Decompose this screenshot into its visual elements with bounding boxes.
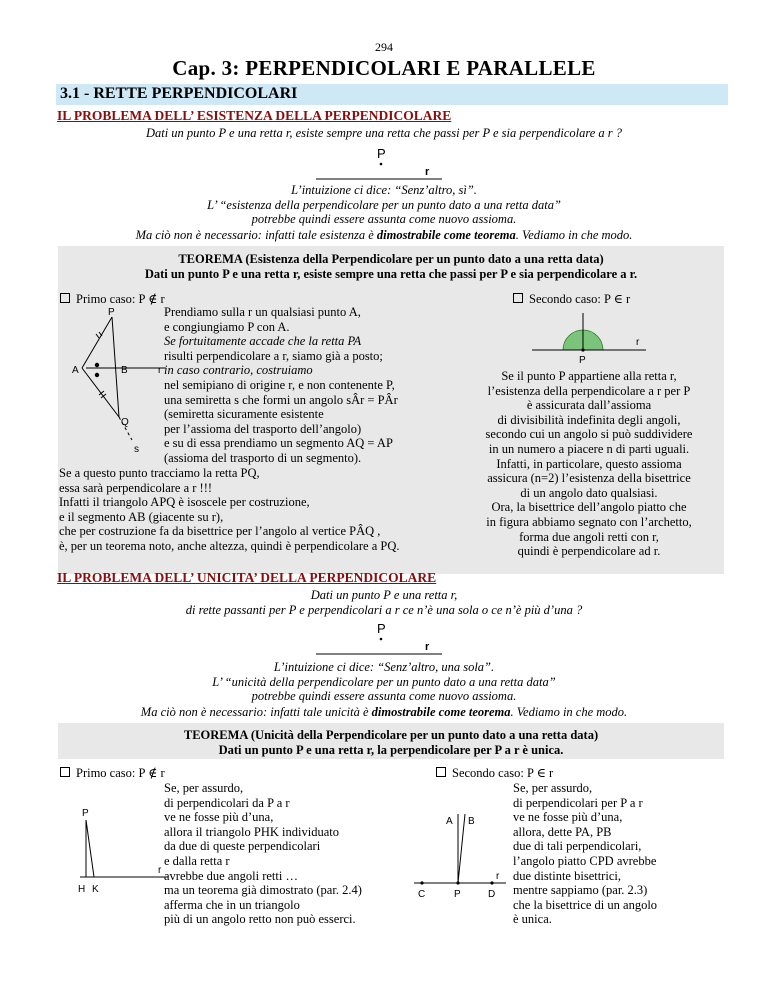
checkbox-icon (60, 293, 70, 303)
text-line: due di tali perpendicolari, (513, 839, 642, 854)
case-label: Secondo caso: P ∈ r (452, 766, 554, 780)
point-p (581, 348, 584, 351)
text-line: ve ne fosse più d’una, (513, 810, 623, 825)
text-line: secondo cui un angolo si può suddividere (485, 427, 693, 442)
angle-dot (95, 373, 99, 377)
uniqueness-question-line1: Dati un punto P e una retta r, (310, 588, 458, 602)
text-line: di perpendicolari per P a r (513, 795, 643, 810)
text-line: è unica. (513, 912, 552, 927)
perpendicular-pk (86, 820, 94, 877)
text-line: Se il punto P appartiene alla retta r, (501, 369, 677, 383)
text-line: avrebbe due angoli retti … (164, 868, 298, 883)
label-h: H (78, 884, 86, 895)
checkbox-icon (436, 767, 446, 777)
uniqueness-small-figure (310, 618, 450, 658)
label-p: P (579, 355, 586, 365)
intuition-line: L’intuizione ci dice: “Senz’altro, una sola”. (273, 660, 495, 674)
text-line: risulti perpendicolare a r, siamo già a posto; (164, 348, 383, 363)
text-line: Se fortuitamente accade che la retta PA (164, 334, 362, 349)
uniqueness-theorem-statement: Dati un punto P e una retta r, la perpendicolare per P a r è unica. (218, 743, 564, 757)
case-label: Secondo caso: P ∈ r (529, 292, 631, 306)
intuition-line: L’intuizione ci dice: “Senz’altro, sì”. (291, 183, 477, 197)
text-line: Infatti, in particolare, questo assioma (496, 456, 682, 471)
existence-case1-continuation (59, 466, 399, 554)
text-line: afferma che in un triangolo (164, 897, 300, 912)
text-line: per l’assioma del trasporto dell’angolo) (164, 421, 362, 436)
label-a: A (72, 365, 79, 376)
note-text: Ma ciò non è necessario: infatti tale esistenza è (135, 228, 377, 242)
uniqueness-case2-text (513, 781, 657, 927)
text-line: (semiretta sicuramente esistente (164, 407, 324, 422)
text-line: e dalla retta r (164, 853, 230, 868)
uniqueness-case1-label (60, 766, 165, 781)
text-line: e congiungiamo P con A. (164, 319, 290, 334)
fig-label-p: P (377, 146, 386, 161)
point-c (420, 881, 423, 884)
text-line: è assicurata dall’assioma (526, 398, 652, 413)
label-b: B (121, 365, 128, 376)
text-line: allora il triangolo PHK individuato (164, 824, 339, 839)
existence-small-figure (310, 143, 450, 183)
uniqueness-note (0, 705, 768, 720)
existence-question: Dati un punto P e una retta r, esiste sempre una retta che passi per P e sia perpendicolare a r ? (145, 126, 623, 140)
existence-figure-2 (530, 305, 650, 365)
label-r: r (496, 871, 500, 882)
label-d: D (488, 889, 496, 898)
text-line: quindi è perpendicolare ad r. (517, 544, 661, 559)
text-line: Ora, la bisettrice dell’angolo piatto che (491, 500, 687, 515)
existence-figure-1 (72, 305, 172, 470)
label-r: r (636, 337, 640, 348)
text-line: ma un teorema già dimostrato (par. 2.4) (164, 883, 362, 898)
chapter-title: Cap. 3: PERPENDICOLARI E PARALLELE (172, 56, 596, 80)
label-p: P (454, 889, 461, 898)
fig-label-r: r (425, 166, 430, 178)
note-bold: dimostrabile come teorema (371, 705, 511, 719)
label-p: P (82, 808, 89, 819)
intuition-line: potrebbe quindi essere assunta come nuovo assioma. (251, 689, 517, 704)
text-line: assicura (n=2) l’esistenza della bisettrice (487, 471, 691, 486)
uniqueness-theorem-title: TEOREMA (Unicità della Perpendicolare per un punto dato a una retta data) (183, 728, 599, 742)
text-line: Se, per assurdo, (513, 781, 593, 795)
text-line: (assioma del trasporto di un segmento). (164, 450, 362, 465)
existence-case1-text (164, 305, 398, 466)
fig-label-r: r (425, 641, 430, 653)
label-a: A (446, 816, 453, 827)
angle-dot (95, 363, 99, 367)
note-text: . Vediamo in che modo. (510, 705, 628, 719)
text-line: da due di queste perpendicolari (164, 839, 321, 854)
segment-pa (82, 317, 112, 368)
existence-note (0, 228, 768, 243)
point-p (380, 163, 383, 166)
note-text: Ma ciò non è necessario: infatti tale unicità è (140, 705, 372, 719)
text-line: in figura abbiamo segnato con l’archetto, (486, 514, 692, 529)
text-line: che per costruzione fa da bisettrice per l’angolo al vertice PÂQ , (59, 524, 381, 539)
text-line: nel semipiano di origine r, e non contenente P, (164, 377, 395, 392)
perpendicular-pb (458, 814, 465, 883)
point-p (380, 638, 383, 641)
point-p (456, 881, 459, 884)
label-s: s (134, 444, 139, 455)
checkbox-icon (513, 293, 523, 303)
label-q: Q (121, 417, 129, 428)
segment-pq (112, 317, 119, 417)
uniqueness-case1-text (164, 781, 362, 927)
text-line: due distinte bisettrici, (513, 868, 621, 883)
text-line: Se, per assurdo, (164, 781, 244, 795)
text-line: di divisibilità indefinita degli angoli, (497, 412, 681, 427)
text-line: essa sarà perpendicolare a r !!! (59, 480, 213, 495)
text-line: forma due angoli retti con r, (519, 529, 659, 544)
text-line: Infatti il triangolo APQ è isoscele per costruzione, (59, 495, 310, 510)
text-line: di un angolo dato qualsiasi. (520, 485, 658, 500)
section-title: 3.1 - RETTE PERPENDICOLARI (60, 85, 298, 102)
uniqueness-heading: IL PROBLEMA DELL’ UNICITA’ DELLA PERPENDICOLARE (57, 570, 437, 585)
label-c: C (418, 889, 426, 898)
text-line: in caso contrario, costruiamo (164, 363, 313, 378)
uniqueness-figure-2 (410, 798, 510, 898)
label-r: r (158, 865, 162, 876)
uniqueness-case2-label (436, 766, 553, 781)
text-line: Se a questo punto tracciamo la retta PQ, (59, 466, 260, 480)
existence-case2-text (460, 369, 718, 559)
segment-aq (82, 368, 119, 417)
label-r: r (158, 365, 162, 376)
text-line: una semiretta s che formi un angolo sÂr = PÂr (164, 392, 398, 407)
intuition-line: L’ “unicità della perpendicolare per un punto dato a una retta data” (212, 674, 556, 689)
note-text: . Vediamo in che modo. (515, 228, 633, 242)
label-p: P (108, 307, 115, 318)
note-bold: dimostrabile come teorema (376, 228, 516, 242)
uniqueness-figure-1 (72, 798, 172, 898)
text-line: in un numero a piacere n di parti uguali. (488, 441, 690, 456)
uniqueness-intuition (0, 660, 768, 704)
text-line: e il segmento AB (giacente su r), (59, 509, 224, 524)
point-d (490, 881, 493, 884)
existence-theorem-statement: Dati un punto P e una retta r, esiste sempre una retta che passi per P e sia perpendicolare a r. (144, 267, 638, 281)
text-line: l’esistenza della perpendicolare a r per P (487, 383, 691, 398)
text-line: di perpendicolari da P a r (164, 795, 290, 810)
label-k: K (92, 884, 99, 895)
text-line: allora, dette PA, PB (513, 824, 612, 839)
label-b: B (468, 816, 475, 827)
existence-intuition (0, 183, 768, 227)
text-line: ve ne fosse più d’una, (164, 810, 274, 825)
text-line: l’angolo piatto CPD avrebbe (513, 853, 657, 868)
case-label: Primo caso: P ∉ r (76, 766, 165, 780)
uniqueness-question-line2: di rette passanti per P e perpendicolari a r ce n’è una sola o ce n’è più d’una ? (185, 603, 583, 617)
text-line: mentre sappiamo (par. 2.3) (513, 883, 648, 898)
text-line: è, per un teorema noto, anche altezza, quindi è perpendicolare a PQ. (59, 538, 400, 553)
text-line: Prendiamo sulla r un qualsiasi punto A, (164, 305, 361, 319)
text-line: e su di essa prendiamo un segmento AQ = AP (164, 436, 393, 451)
text-line: che la bisettrice di un angolo (513, 897, 658, 912)
page-number: 294 (375, 40, 393, 54)
existence-heading: IL PROBLEMA DELL’ ESISTENZA DELLA PERPENDICOLARE (57, 108, 452, 123)
checkbox-icon (60, 767, 70, 777)
case-label: Primo caso: P ∉ r (76, 292, 165, 306)
intuition-line: L’ “esistenza della perpendicolare per un punto dato a una retta data” (207, 197, 561, 212)
existence-theorem-title: TEOREMA (Esistenza della Perpendicolare per un punto dato a una retta data) (178, 252, 604, 266)
tick-mark (96, 334, 99, 338)
fig-label-p: P (377, 621, 386, 636)
text-line: più di un angolo retto non può esserci. (164, 912, 356, 927)
intuition-line: potrebbe quindi essere assunta come nuovo assioma. (251, 212, 517, 227)
